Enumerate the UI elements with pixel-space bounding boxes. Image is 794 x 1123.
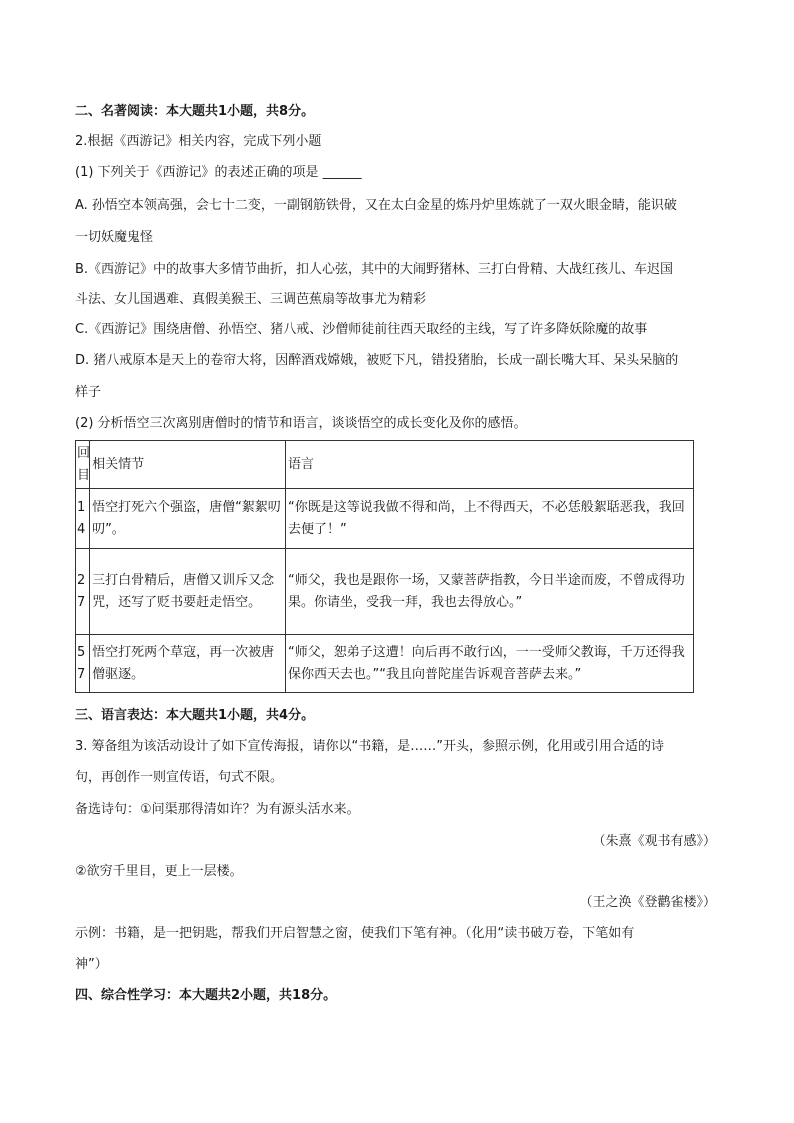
- option-a-line-2: 一切妖魔鬼怪: [75, 230, 154, 245]
- section-4-header: 四、综合性学习：本大题共2小题，共18分。: [75, 988, 337, 1003]
- header-speech: 语言: [286, 441, 694, 489]
- option-a-line-1: A. 孙悟空本领高强，会七十二变，一副钢筋铁骨，又在太白金星的炼丹炉里炼就了一双火眼金睛，能识破: [75, 198, 677, 213]
- question-3-line-1: 3. 筹备组为该活动设计了如下宣传海报，请你以“书籍，是……”开头，参照示例，化用或引用合适的诗: [75, 739, 665, 754]
- header-plot: 相关情节: [90, 441, 286, 489]
- option-b-line-1: B.《西游记》中的故事大多情节曲折，扣人心弦，其中的大闹野猪林、三打白骨精、大战红孩儿、车迟国: [75, 262, 674, 277]
- table-row: [76, 549, 694, 635]
- example-line-1: 示例：书籍，是一把钥匙，帮我们开启智慧之窗，使我们下笔有神。（化用“读书破万卷，下笔如有: [75, 926, 635, 941]
- example-line-2: 神”）: [75, 957, 108, 972]
- table-row: [76, 489, 694, 549]
- poem-1-source: （朱熹《观书有感》）: [592, 834, 716, 849]
- row-speech: “你既是这等说我做不得和尚，上不得西天，不必恁般絮聒恶我，我回去便了！”: [286, 489, 694, 549]
- sub-question-2: (2) 分析悟空三次离别唐僧时的情节和语言，谈谈悟空的成长变化及你的感悟。: [75, 416, 527, 431]
- table-row: [76, 635, 694, 693]
- section-3-header: 三、语言表达：本大题共1小题，共4分。: [75, 708, 315, 723]
- row-speech: “师父，恕弟子这遭！向后再不敢行凶，一一受师父教诲，千万还得我保你西天去也。”“我且向普陀崖告诉观音菩萨去来。”: [286, 635, 694, 693]
- sub-question-1: (1) 下列关于《西游记》的表述正确的项是 ______: [75, 165, 362, 180]
- row-chapter: 14: [76, 489, 90, 549]
- table-header-row: [76, 441, 694, 489]
- option-d-line-1: D. 猪八戒原本是天上的卷帘大将，因醉酒戏嫦娥，被贬下凡，错投猪胎，长成一副长嘴大耳、呆头呆脑的: [75, 353, 679, 368]
- question-2-stem: 2.根据《西游记》相关内容，完成下列小题: [75, 134, 322, 149]
- chapter-table: [75, 440, 694, 693]
- row-speech: “师父，我也是跟你一场，又蒙菩萨指教，今日半途而废，不曾成得功果。你请坐，受我一拜，我也去得放心。”: [286, 549, 694, 635]
- row-chapter: 57: [76, 635, 90, 693]
- poem-2: ②欲穷千里目，更上一层楼。: [75, 864, 243, 879]
- option-c: C.《西游记》围绕唐僧、孙悟空、猪八戒、沙僧师徒前往西天取经的主线，写了许多降妖除魔的故事: [75, 322, 648, 337]
- poem-2-source: （王之涣《登鹳雀楼》）: [579, 895, 716, 910]
- header-chapter: 回目: [76, 441, 90, 489]
- row-chapter: 27: [76, 549, 90, 635]
- option-b-line-2: 斗法、女儿国遇难、真假美猴王、三调芭蕉扇等故事尤为精彩: [75, 292, 427, 307]
- row-plot: 悟空打死两个草寇，再一次被唐僧驱逐。: [90, 635, 286, 693]
- row-plot: 悟空打死六个强盗，唐僧“絮絮叨叨”。: [90, 489, 286, 549]
- question-3-line-2: 句，再创作一则宣传语，句式不限。: [75, 770, 284, 785]
- poem-1: 备选诗句：①问渠那得清如许？为有源头活水来。: [75, 802, 360, 817]
- section-2-header: 二、名著阅读：本大题共1小题，共8分。: [75, 104, 315, 119]
- option-d-line-2: 样子: [75, 385, 102, 400]
- row-plot: 三打白骨精后，唐僧又训斥又念咒，还写了贬书要赶走悟空。: [90, 549, 286, 635]
